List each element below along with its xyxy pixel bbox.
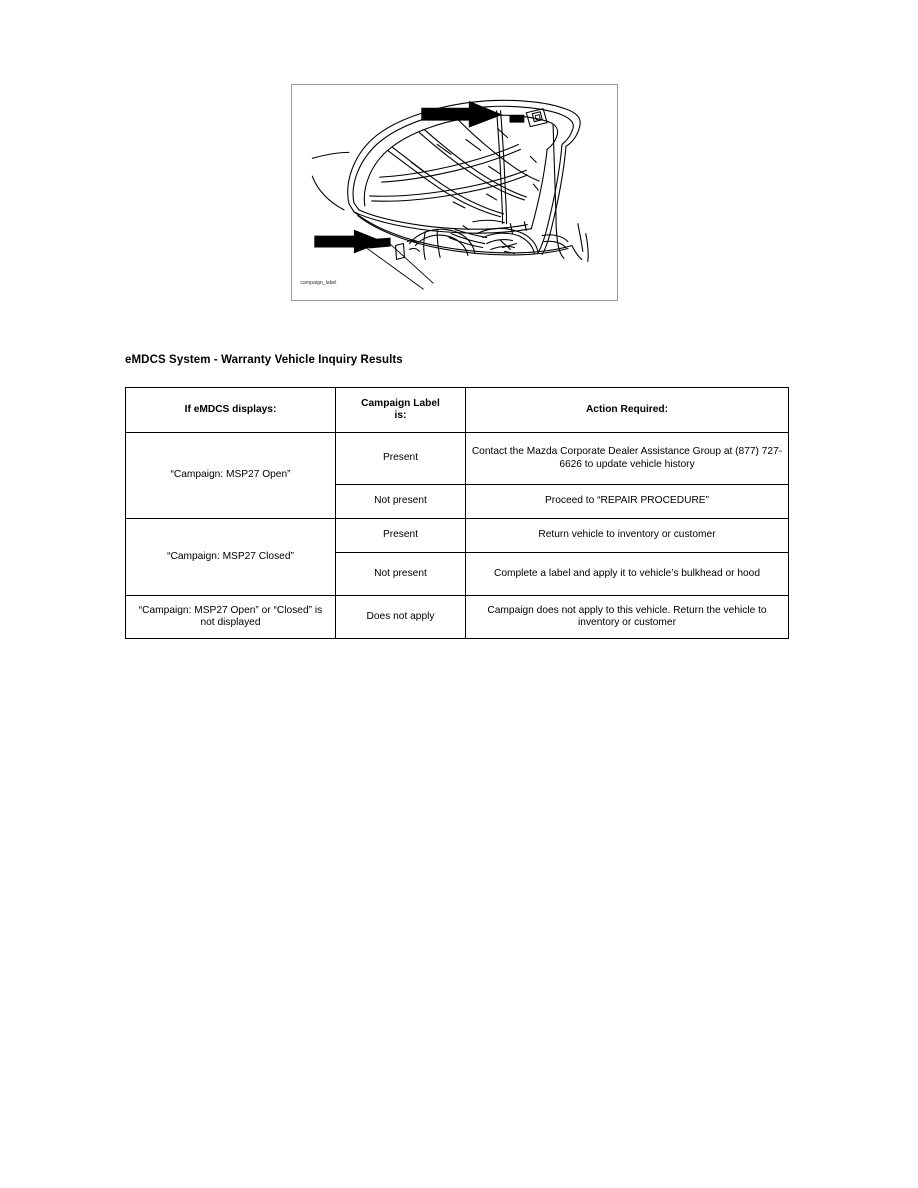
table-row bbox=[126, 596, 789, 639]
cell-emdcs-display-none: “Campaign: MSP27 Open” or “Closed” is not displayed bbox=[126, 596, 336, 639]
table-row bbox=[126, 519, 789, 553]
hood-label-marker bbox=[509, 115, 524, 123]
cell-label-state: Present bbox=[336, 519, 466, 553]
arrow-icon-bulkhead-label bbox=[314, 230, 383, 254]
cell-action-required: Contact the Mazda Corporate Dealer Assistance Group at (877) 727-6626 to update vehicle history bbox=[466, 433, 789, 485]
column-header-campaign-label-line2: is: bbox=[394, 410, 407, 421]
cell-emdcs-display-open: “Campaign: MSP27 Open” bbox=[126, 433, 336, 519]
cell-action-required: Complete a label and apply it to vehicle’s bulkhead or hood bbox=[466, 553, 789, 596]
cell-action-required: Return vehicle to inventory or customer bbox=[466, 519, 789, 553]
column-header-action: Action Required: bbox=[466, 388, 789, 433]
cell-label-state: Does not apply bbox=[336, 596, 466, 639]
column-header-display: If eMDCS displays: bbox=[126, 388, 336, 433]
figure-caption: campaign_label bbox=[300, 280, 337, 287]
table-header-row bbox=[126, 388, 789, 433]
cell-emdcs-display-closed: “Campaign: MSP27 Closed” bbox=[126, 519, 336, 596]
campaign-label-illustration bbox=[291, 84, 618, 301]
cell-label-state: Present bbox=[336, 433, 466, 485]
cell-action-required: Campaign does not apply to this vehicle. Return the vehicle to inventory or customer bbox=[466, 596, 789, 639]
warranty-inquiry-results-table bbox=[125, 387, 789, 639]
cell-action-required: Proceed to “REPAIR PROCEDURE” bbox=[466, 485, 789, 519]
cell-label-state: Not present bbox=[336, 553, 466, 596]
table-row bbox=[126, 433, 789, 485]
page-title: eMDCS System - Warranty Vehicle Inquiry Results bbox=[125, 354, 403, 366]
column-header-campaign-label bbox=[336, 388, 466, 433]
cell-label-state: Not present bbox=[336, 485, 466, 519]
column-header-campaign-label-line1: Campaign Label bbox=[361, 397, 440, 409]
engine-bay-hood-drawing bbox=[292, 85, 617, 300]
